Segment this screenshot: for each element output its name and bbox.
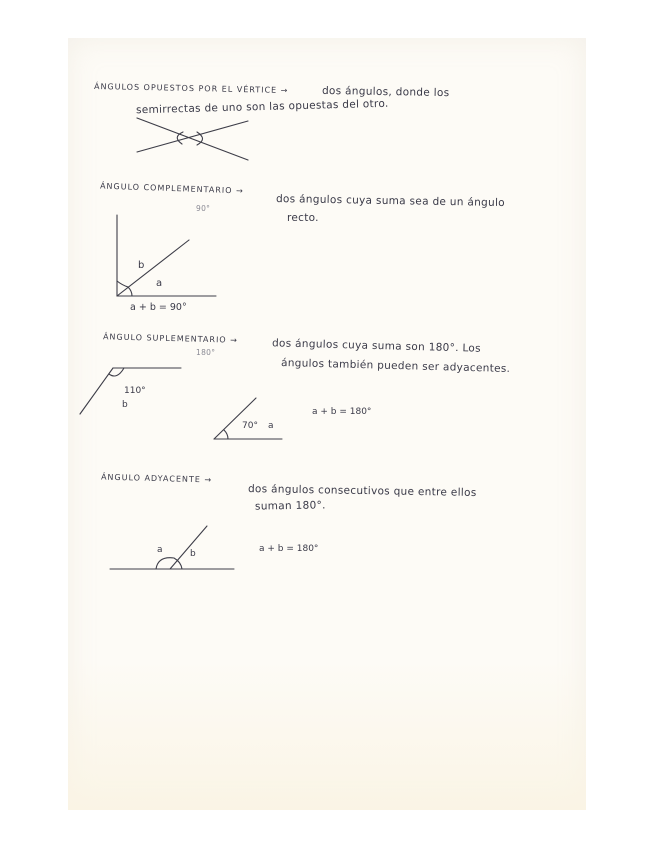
- suplementario-line2: ángulos también pueden ser adyacentes.: [280, 357, 511, 375]
- complementario-line1: dos ángulos cuya suma sea de un ángulo: [275, 193, 506, 209]
- adyacente-title-text: ÁNGULO ADYACENTE: [100, 472, 201, 485]
- opuestos-line2: semirrectas de uno son las opuestas del otro.: [135, 97, 389, 117]
- complementario-note: 90°: [196, 204, 211, 213]
- adyacente-formula: a + b = 180°: [259, 544, 319, 554]
- adyacente-middle-ray: [170, 526, 207, 569]
- complementario-formula: a + b = 90°: [130, 302, 187, 313]
- suplementario-formula: a + b = 180°: [312, 407, 372, 417]
- suplementario-line1: dos ángulos cuya suma son 180°. Los: [271, 337, 482, 355]
- adyacente-arrow: →: [204, 475, 213, 485]
- adyacente-line1: dos ángulos consecutivos que entre ellos: [247, 483, 477, 499]
- suplementario-note: 180°: [196, 348, 216, 357]
- adyacente-line2: suman 180°.: [254, 499, 326, 513]
- complementario-line2: recto.: [287, 212, 319, 224]
- adyacente-label-b: b: [190, 549, 196, 559]
- suplementario-label-110: 110°: [124, 386, 146, 396]
- suplementario-label-b: b: [122, 400, 128, 410]
- complementario-label-a: a: [156, 278, 163, 289]
- suplementario-title-text: ÁNGULO SUPLEMENTARIO: [102, 332, 227, 345]
- opuestos-line1: dos ángulos, donde los: [321, 84, 450, 100]
- complementario-arrow: →: [235, 186, 244, 196]
- suplementario-label-70: 70°: [242, 421, 258, 431]
- opuestos-arrow: →: [280, 85, 289, 96]
- opuestos-title-text: ÁNGULOS OPUESTOS POR EL VÉRTICE: [93, 81, 278, 95]
- complementario-label-b: b: [138, 260, 145, 271]
- adyacente-label-a: a: [157, 545, 163, 555]
- complementario-title-text: ÁNGULO COMPLEMENTARIO: [99, 181, 233, 196]
- suplementario-arrow: →: [230, 335, 239, 345]
- suplementario-label-a: a: [268, 421, 274, 431]
